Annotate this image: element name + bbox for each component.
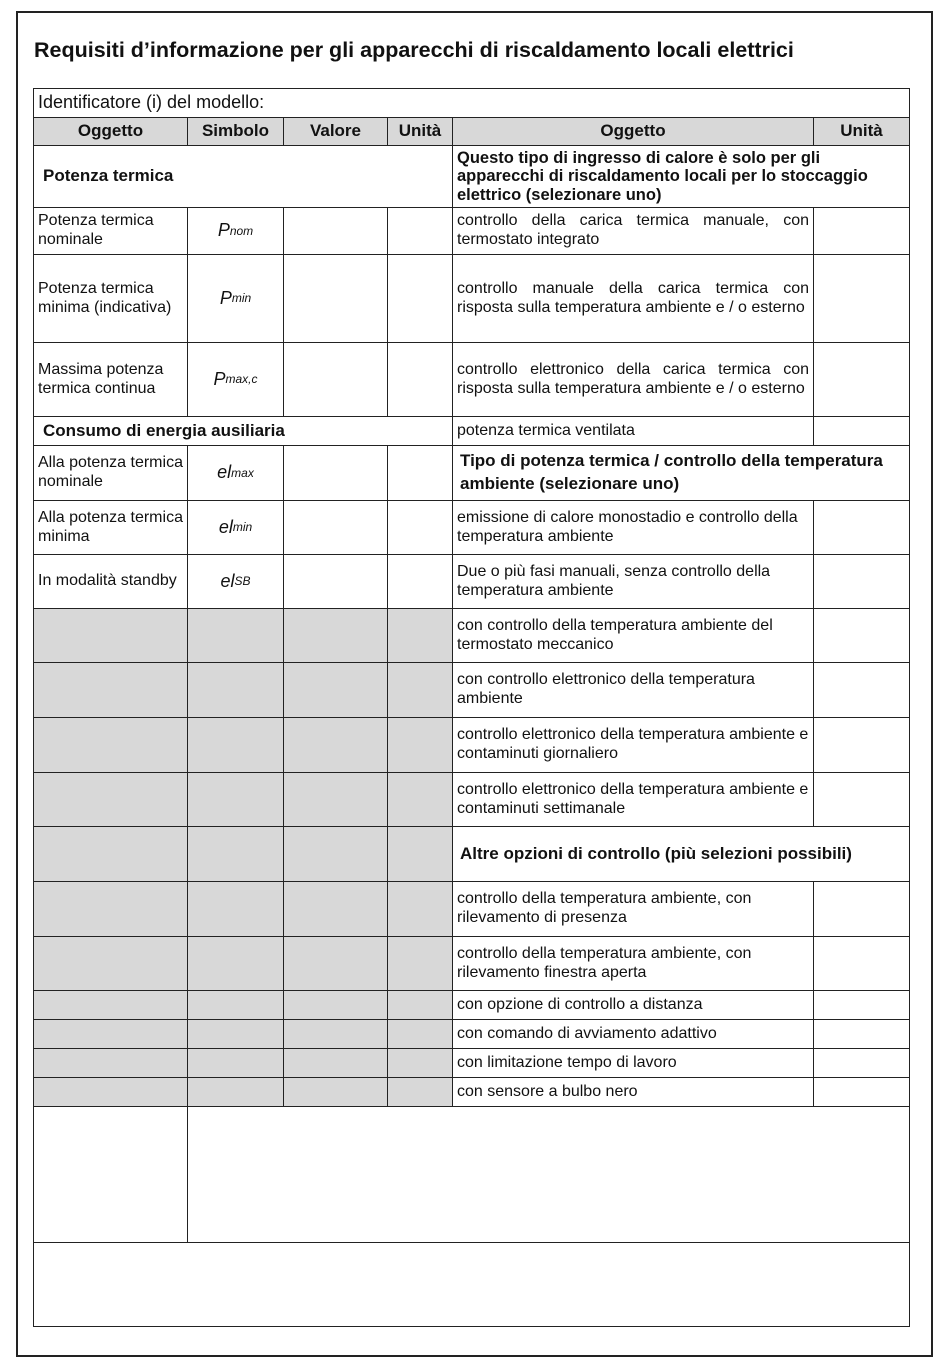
- gray-cell: [387, 990, 453, 1020]
- gray-cell: [187, 717, 284, 773]
- symbol-pmin: P min: [187, 254, 284, 343]
- other-item-4: con comando di avviamento adattivo: [452, 1019, 814, 1049]
- symbol-pmaxc: P max,c: [187, 342, 284, 417]
- type-item-3: con controllo della temperatura ambiente del termostato meccanico: [452, 608, 814, 663]
- header-unit-right: Unità: [813, 117, 910, 146]
- other-unit-4[interactable]: [813, 1019, 910, 1049]
- row-label-pmaxc: Massima potenza termica continua: [33, 342, 188, 417]
- gray-cell: [387, 1048, 453, 1078]
- gray-cell: [187, 772, 284, 827]
- gray-cell: [283, 662, 388, 718]
- type-unit-6[interactable]: [813, 772, 910, 827]
- storage-unit-4[interactable]: [813, 416, 910, 446]
- storage-item-2: controllo manuale della carica termica con risposta sulla temperatura ambiente e / o esterno: [452, 254, 814, 343]
- gray-cell: [33, 1048, 188, 1078]
- storage-header: Questo tipo di ingresso di calore è solo per gli apparecchi di riscaldamento locali per lo stoccaggio elettrico (selezionare uno): [452, 145, 910, 208]
- gray-cell: [33, 1077, 188, 1107]
- type-unit-1[interactable]: [813, 500, 910, 555]
- storage-unit-1[interactable]: [813, 207, 910, 255]
- gray-cell: [387, 717, 453, 773]
- gray-cell: [187, 1077, 284, 1107]
- gray-cell: [283, 1048, 388, 1078]
- section-heat-output: Potenza termica: [33, 145, 453, 208]
- gray-cell: [387, 936, 453, 991]
- gray-cell: [33, 990, 188, 1020]
- other-item-1: controllo della temperatura ambiente, con rilevamento di presenza: [452, 881, 814, 937]
- type-item-4: con controllo elettronico della temperatura ambiente: [452, 662, 814, 718]
- storage-item-1: controllo della carica termica manuale, con termostato integrato: [452, 207, 814, 255]
- gray-cell: [187, 881, 284, 937]
- other-unit-3[interactable]: [813, 990, 910, 1020]
- section-aux-consumption: Consumo di energia ausiliaria: [33, 416, 453, 446]
- gray-cell: [387, 772, 453, 827]
- storage-item-4: potenza termica ventilata: [452, 416, 814, 446]
- gray-cell: [33, 1019, 188, 1049]
- gray-cell: [283, 990, 388, 1020]
- value-field-pnom[interactable]: [283, 207, 388, 255]
- type-header: Tipo di potenza termica / controllo della temperatura ambiente (selezionare uno): [452, 445, 910, 501]
- gray-cell: [187, 1019, 284, 1049]
- gray-cell: [33, 772, 188, 827]
- type-unit-5[interactable]: [813, 717, 910, 773]
- other-unit-2[interactable]: [813, 936, 910, 991]
- gray-cell: [187, 826, 284, 882]
- unit-field-elmax[interactable]: [387, 445, 453, 501]
- other-item-5: con limitazione tempo di lavoro: [452, 1048, 814, 1078]
- type-item-6: controllo elettronico della temperatura ambiente e contaminuti settimanale: [452, 772, 814, 827]
- header-unit: Unità: [387, 117, 453, 146]
- gray-cell: [387, 608, 453, 663]
- value-field-elsb[interactable]: [283, 554, 388, 609]
- other-options-header: Altre opzioni di controllo (più selezioni possibili): [452, 826, 910, 882]
- other-item-2: controllo della temperatura ambiente, con rilevamento finestra aperta: [452, 936, 814, 991]
- storage-item-3: controllo elettronico della carica termica con risposta sulla temperatura ambiente e / o esterno: [452, 342, 814, 417]
- header-symbol: Simbolo: [187, 117, 284, 146]
- notes-field[interactable]: [33, 1242, 910, 1327]
- symbol-elmax: el max: [187, 445, 284, 501]
- other-unit-6[interactable]: [813, 1077, 910, 1107]
- gray-cell: [283, 608, 388, 663]
- gray-cell: [283, 1077, 388, 1107]
- symbol-elsb: el SB: [187, 554, 284, 609]
- gray-cell: [187, 990, 284, 1020]
- gray-cell: [33, 608, 188, 663]
- value-field-elmax[interactable]: [283, 445, 388, 501]
- contact-label-field[interactable]: [33, 1106, 188, 1243]
- gray-cell: [283, 936, 388, 991]
- gray-cell: [283, 1019, 388, 1049]
- other-item-3: con opzione di controllo a distanza: [452, 990, 814, 1020]
- other-unit-5[interactable]: [813, 1048, 910, 1078]
- row-label-elsb: In modalità standby: [33, 554, 188, 609]
- row-label-pnom: Potenza termica nominale: [33, 207, 188, 255]
- type-item-1: emissione di calore monostadio e controllo della temperatura ambiente: [452, 500, 814, 555]
- row-label-pmin: Potenza termica minima (indicativa): [33, 254, 188, 343]
- value-field-pmaxc[interactable]: [283, 342, 388, 417]
- row-label-elmax: Alla potenza termica nominale: [33, 445, 188, 501]
- gray-cell: [187, 608, 284, 663]
- model-identifier-field[interactable]: Identificatore (i) del modello:: [33, 88, 910, 118]
- gray-cell: [387, 1019, 453, 1049]
- page-title: Requisiti d’informazione per gli apparecchi di riscaldamento locali elettrici: [34, 38, 794, 62]
- gray-cell: [283, 717, 388, 773]
- header-item-right: Oggetto: [452, 117, 814, 146]
- gray-cell: [283, 772, 388, 827]
- header-value: Valore: [283, 117, 388, 146]
- storage-unit-2[interactable]: [813, 254, 910, 343]
- header-item: Oggetto: [33, 117, 188, 146]
- unit-field-elmin[interactable]: [387, 500, 453, 555]
- other-unit-1[interactable]: [813, 881, 910, 937]
- storage-unit-3[interactable]: [813, 342, 910, 417]
- gray-cell: [283, 826, 388, 882]
- value-field-elmin[interactable]: [283, 500, 388, 555]
- gray-cell: [33, 662, 188, 718]
- gray-cell: [387, 1077, 453, 1107]
- unit-field-pmaxc[interactable]: [387, 342, 453, 417]
- other-item-6: con sensore a bulbo nero: [452, 1077, 814, 1107]
- unit-field-pmin[interactable]: [387, 254, 453, 343]
- gray-cell: [387, 826, 453, 882]
- symbol-elmin: el min: [187, 500, 284, 555]
- row-label-elmin: Alla potenza termica minima: [33, 500, 188, 555]
- type-unit-2[interactable]: [813, 554, 910, 609]
- gray-cell: [33, 826, 188, 882]
- type-item-2: Due o più fasi manuali, senza controllo della temperatura ambiente: [452, 554, 814, 609]
- gray-cell: [187, 1048, 284, 1078]
- gray-cell: [387, 881, 453, 937]
- gray-cell: [187, 936, 284, 991]
- gray-cell: [33, 936, 188, 991]
- type-unit-3[interactable]: [813, 608, 910, 663]
- contact-details-field[interactable]: [187, 1106, 910, 1243]
- type-item-5: controllo elettronico della temperatura ambiente e contaminuti giornaliero: [452, 717, 814, 773]
- type-unit-4[interactable]: [813, 662, 910, 718]
- symbol-pnom: P nom: [187, 207, 284, 255]
- gray-cell: [33, 881, 188, 937]
- unit-field-pnom[interactable]: [387, 207, 453, 255]
- value-field-pmin[interactable]: [283, 254, 388, 343]
- gray-cell: [283, 881, 388, 937]
- gray-cell: [387, 662, 453, 718]
- unit-field-elsb[interactable]: [387, 554, 453, 609]
- gray-cell: [187, 662, 284, 718]
- gray-cell: [33, 717, 188, 773]
